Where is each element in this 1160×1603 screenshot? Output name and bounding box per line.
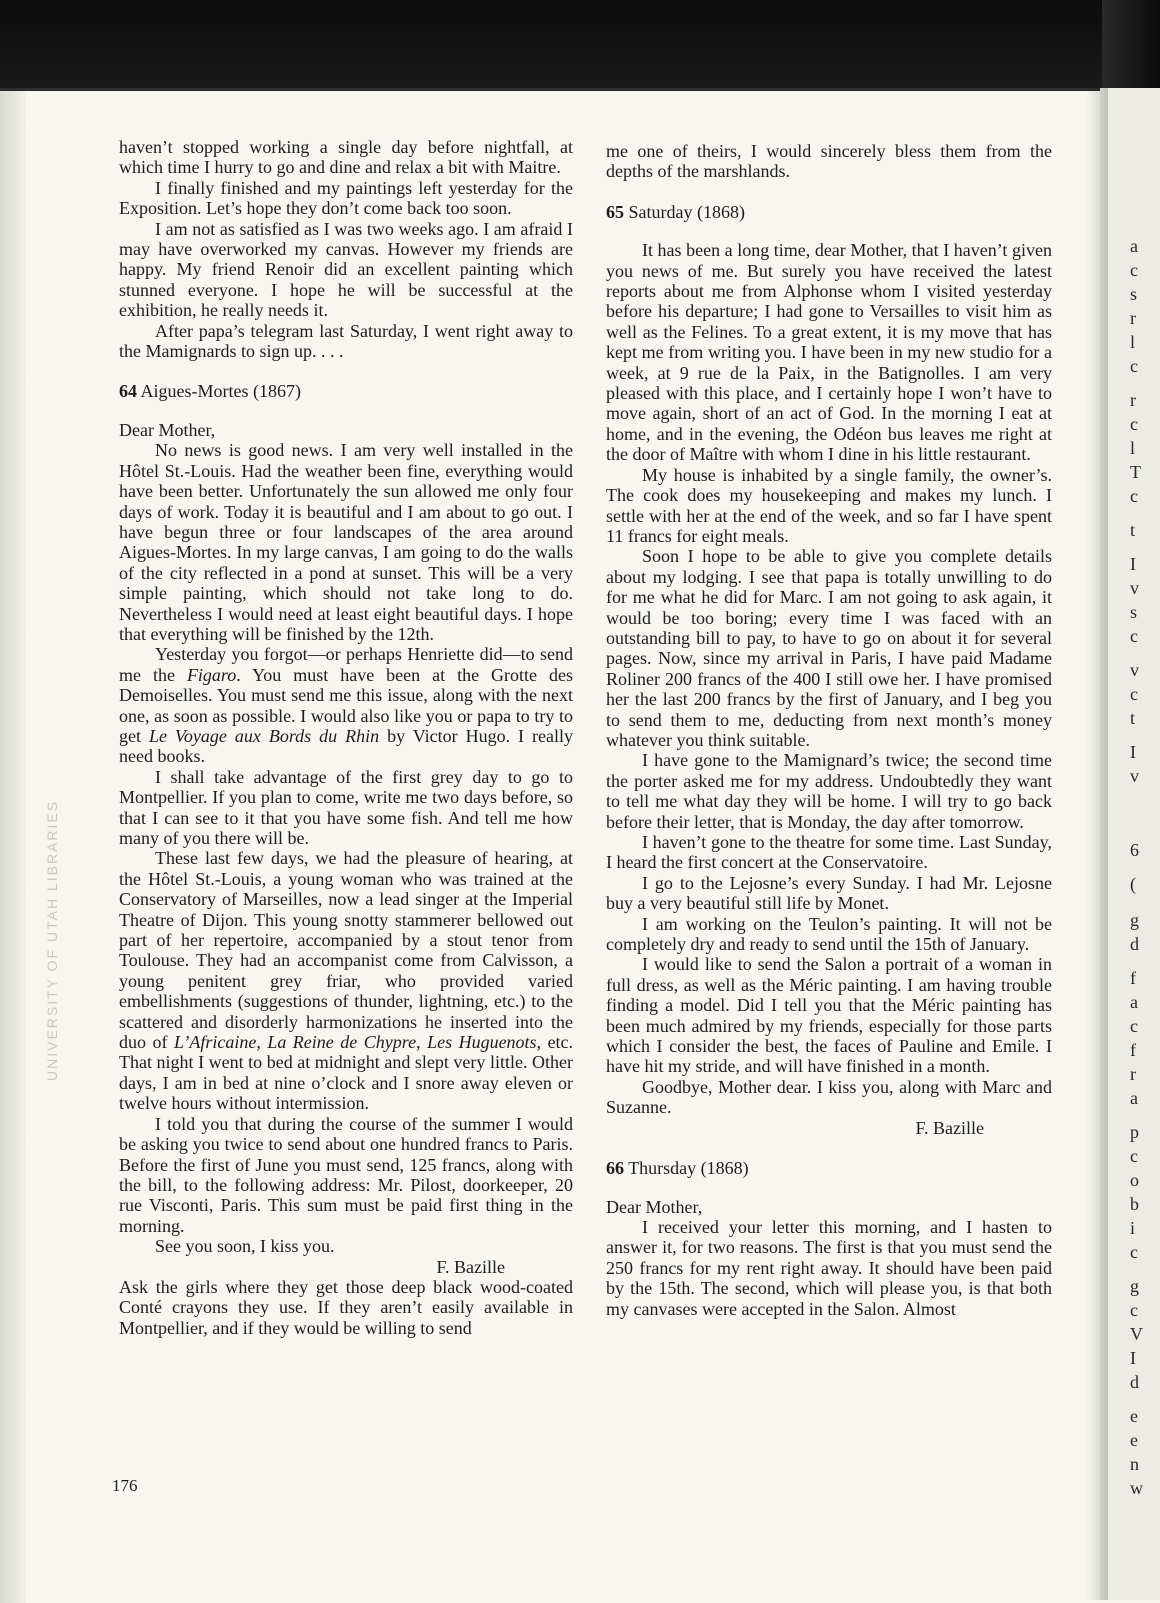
letter-number: 64: [119, 381, 137, 402]
salutation: Dear Mother,: [119, 419, 216, 440]
facing-page-edge: [1100, 88, 1160, 1600]
italic-title: Figaro: [186, 664, 237, 685]
paragraph: Goodbye, Mother dear. I kiss you, along with Marc and Suzanne.: [606, 1076, 1052, 1118]
postscript: Ask the girls where they get those deep black wood-coated Conté crayons they use. If they aren’t easily available in Montpellier, and if they would be willing to send: [119, 1276, 573, 1338]
paragraph: me one of theirs, I would sincerely bless them from the depths of the marshlands.: [606, 141, 1052, 182]
left-column: [119, 137, 573, 1338]
facing-letter: v: [1130, 578, 1139, 598]
facing-letter: w: [1130, 1478, 1143, 1498]
facing-letter: c: [1130, 684, 1138, 704]
facing-letter: o: [1130, 1170, 1139, 1190]
letter-title: Thursday (1868): [628, 1158, 749, 1179]
facing-letter: I: [1130, 742, 1136, 762]
facing-letter: c: [1130, 414, 1138, 434]
paragraph: [119, 848, 573, 1113]
page-number: 176: [112, 1476, 138, 1495]
facing-letter: d: [1130, 1372, 1139, 1392]
paragraph: My house is inhabited by a single family, the owner’s. The cook does my housekeeping and makes my lunch. I settle with her at the end of the week, and so far I have spent 11 francs for eight meals.: [606, 464, 1052, 546]
scan-background-top: [0, 0, 1160, 92]
facing-letter: a: [1130, 236, 1138, 256]
facing-letter: c: [1130, 1242, 1138, 1262]
facing-letter: r: [1130, 1064, 1136, 1084]
letter-title: Aigues-Mortes (1867): [140, 381, 301, 402]
facing-letter: f: [1130, 1040, 1136, 1060]
paragraph: I go to the Lejosne’s every Sunday. I had Mr. Lejosne buy a very beautiful still life by Monet.: [606, 872, 1052, 914]
facing-letter: t: [1130, 520, 1136, 540]
facing-letter: c: [1130, 1016, 1138, 1036]
salutation: Dear Mother,: [606, 1196, 703, 1217]
facing-letter: t: [1130, 708, 1136, 728]
letter-number: 66: [606, 1158, 624, 1179]
paragraph: Soon I hope to be able to give you complete details about my lodging. I see that papa is totally unwilling to do for me what he did for Marc. I am not going to ask again, it would be too boring; every time I was faced with an outstanding bill to pay, to have to go on about it for several pages. Now, since my arrival in Paris, I have paid Madame Roliner 200 francs of the 400 I still owe her. I have promised her the last 200 francs by the first of January, and I beg you to send them to me, deducting from next month’s money whatever you think suitable.: [606, 546, 1052, 750]
paragraph: I have gone to the Mamignard’s twice; the second time the porter asked me for my address. Undoubtedly they want to tell me what day they will be home. I will try to go back before their letter, that is Monday, the day after tomorrow.: [606, 750, 1052, 832]
letter-number: 65: [606, 201, 624, 222]
facing-letter: a: [1130, 992, 1138, 1012]
facing-letter: c: [1130, 1146, 1138, 1166]
facing-letter: c: [1130, 626, 1138, 646]
facing-letter: l: [1130, 332, 1136, 352]
paragraph: I told you that during the course of the summer I would be asking you twice to send about one hundred francs to Paris. Before the first of June you must send, 125 francs, along with the bill, to the following address: Mr. Pilost, doorkeeper, 20 rue Visconti, Paris. This sum must be paid first thing in the morning.: [119, 1113, 573, 1236]
facing-letter: d: [1130, 934, 1139, 954]
text-run: by Victor Hugo. I really need books.: [119, 725, 573, 767]
italic-title: Le Voyage aux Bords du Rhin: [148, 725, 380, 746]
text-run: ,: [416, 1032, 428, 1053]
text-run: ,: [256, 1032, 268, 1053]
facing-letter: I: [1130, 1348, 1136, 1368]
facing-letter: n: [1130, 1454, 1139, 1474]
paragraph: It has been a long time, dear Mother, that I haven’t given you news of me. But surely you have received the latest reports about me from Alphonse whom I visited yesterday before his departure; I had gone to Versailles to visit him as well as the Felines. To a great extent, it is my move that has kept me from writing you. I have been in my new studio for a week, at 9 rue de la Paix, in the Batignolles. I am very pleased with this place, and I certainly hope I won’t have to move again, short of an act of God. In the morning I eat at home, and in the evening, the Odéon bus leaves me right at the door of Maître with whom I dine in his little restaurant.: [606, 240, 1052, 465]
paragraph: No news is good news. I am very well installed in the Hôtel St.-Louis. Had the weather been fine, everything would have been better. Unfortunately the sun allowed me only four days of work. Today it is beautiful and I am about to go out. I have begun three or four landscapes of the area around Aigues-Mortes. In my large canvas, I am going to do the walls of the city reflected in a pond at sunset. This will be a very simple painting, which should not take long to do. Nevertheless I would need at least eight beautiful days. I hope that everything will be finished by the 12th.: [119, 440, 573, 644]
text-run: , etc. That night I went to bed at midnight and slept very little. Other days, I am in bed at nine o’clock and I snore away eleven or twelve hours without intermission.: [119, 1032, 574, 1114]
library-stamp: UNIVERSITY OF UTAH LIBRARIES: [44, 799, 60, 1081]
right-column: [606, 141, 1052, 1319]
facing-letter: r: [1130, 308, 1136, 328]
text-run: Yesterday you forgot—or perhaps Henriette did—to send me the: [119, 644, 573, 685]
facing-letter: I: [1130, 554, 1136, 574]
italic-title: L’Africaine: [173, 1032, 257, 1053]
letter-heading: [606, 1158, 1052, 1178]
paragraph: I would like to send the Salon a portrait of a woman in full dress, as well as the Méric painting. I am having trouble finding a model. Did I tell you that the Méric painting has been much admired by my friends, especially for those parts which I consider the best, the faces of Pauline and Emile. I have hit my stride, and will have finished in a month.: [606, 954, 1052, 1077]
page-edge-shadow: [1086, 88, 1108, 1600]
paragraph: See you soon, I kiss you.: [155, 1236, 335, 1257]
paragraph: I am not as satisfied as I was two weeks ago. I am afraid I may have overworked my canvas. However my friends are happy. My friend Renoir did an excellent painting which stunned everyone. I hope he will be successful at the exhibition, he really needs it.: [119, 218, 573, 321]
facing-letter: s: [1130, 602, 1138, 622]
facing-letter: e: [1130, 1430, 1138, 1450]
facing-letter: s: [1130, 284, 1138, 304]
facing-letter: g: [1130, 910, 1139, 930]
paragraph: I shall take advantage of the first grey day to go to Montpellier. If you plan to come, write me two days before, so that I can see to it that you have some fish. And tell me how many of you there will be.: [119, 766, 573, 848]
facing-letter: c: [1130, 356, 1138, 376]
facing-letter: (: [1130, 874, 1136, 894]
facing-letter: T: [1130, 462, 1141, 482]
text-run: These last few days, we had the pleasure of hearing, at the Hôtel St.-Louis, a young woman who was trained at the Conservatory of Marseilles, now a lead singer at the Imperial Theatre of Dijon. This young snotty stammerer bellowed out part of her repertoire, accompanied by a stout tenor from Toulouse. They had an accompanist come from Calvisson, a young penitent grey friar, who provided varied embellishments (suggestions of thunder, lightning, etc.) to the scattered and disorderly harmonizations he inserted into the duo of: [119, 848, 573, 1053]
facing-letter: p: [1130, 1122, 1139, 1142]
facing-letter: 6: [1130, 840, 1139, 860]
page-gutter: [0, 91, 26, 1603]
facing-letter: g: [1130, 1276, 1139, 1296]
text-run: . You must have been at the Grotte des Demoiselles. You must send me this issue, along with the next one, as soon as possible. I would also like you or papa to try to get: [119, 664, 574, 746]
paragraph: [119, 644, 573, 766]
paragraph: I finally finished and my paintings left yesterday for the Exposition. Let’s hope they don’t come back too soon.: [119, 177, 573, 219]
letter-title: Saturday (1868): [628, 201, 745, 222]
letter-heading: [606, 202, 1052, 222]
facing-letter: r: [1130, 390, 1136, 410]
facing-letter: l: [1130, 438, 1136, 458]
signature: F. Bazille: [436, 1256, 505, 1277]
paragraph: After papa’s telegram last Saturday, I went right away to the Mamignards to sign up. . . .: [119, 320, 573, 362]
facing-letter: i: [1130, 1218, 1136, 1238]
italic-title: La Reine de Chypre: [267, 1032, 417, 1053]
paragraph: I haven’t gone to the theatre for some time. Last Sunday, I heard the first concert at the Conservatoire.: [606, 832, 1052, 873]
letter-heading: [119, 381, 573, 401]
facing-letter: v: [1130, 766, 1139, 786]
facing-letter: e: [1130, 1406, 1138, 1426]
paragraph: I received your letter this morning, and I hasten to answer it, for two reasons. The first is that you must send the 250 francs for my rent right away. It should have been paid by the 15th. The second, which will please you, is that both my canvases were accepted in the Salon. Almost: [606, 1216, 1052, 1319]
facing-letter: c: [1130, 486, 1138, 506]
facing-letter: c: [1130, 260, 1138, 280]
paragraph: haven’t stopped working a single day before nightfall, at which time I hurry to go and dine and relax a bit with Maitre.: [119, 137, 573, 178]
italic-title: Les Huguenots: [427, 1032, 537, 1053]
facing-letter: c: [1130, 1300, 1138, 1320]
facing-letter: v: [1130, 660, 1139, 680]
paragraph: I am working on the Teulon’s painting. It will not be completely dry and ready to send until the 15th of January.: [606, 913, 1052, 955]
signature: F. Bazille: [915, 1117, 984, 1138]
facing-letter: V: [1130, 1324, 1143, 1344]
facing-letter: b: [1130, 1194, 1139, 1214]
facing-letter: a: [1130, 1088, 1138, 1108]
facing-letter: f: [1130, 968, 1136, 988]
